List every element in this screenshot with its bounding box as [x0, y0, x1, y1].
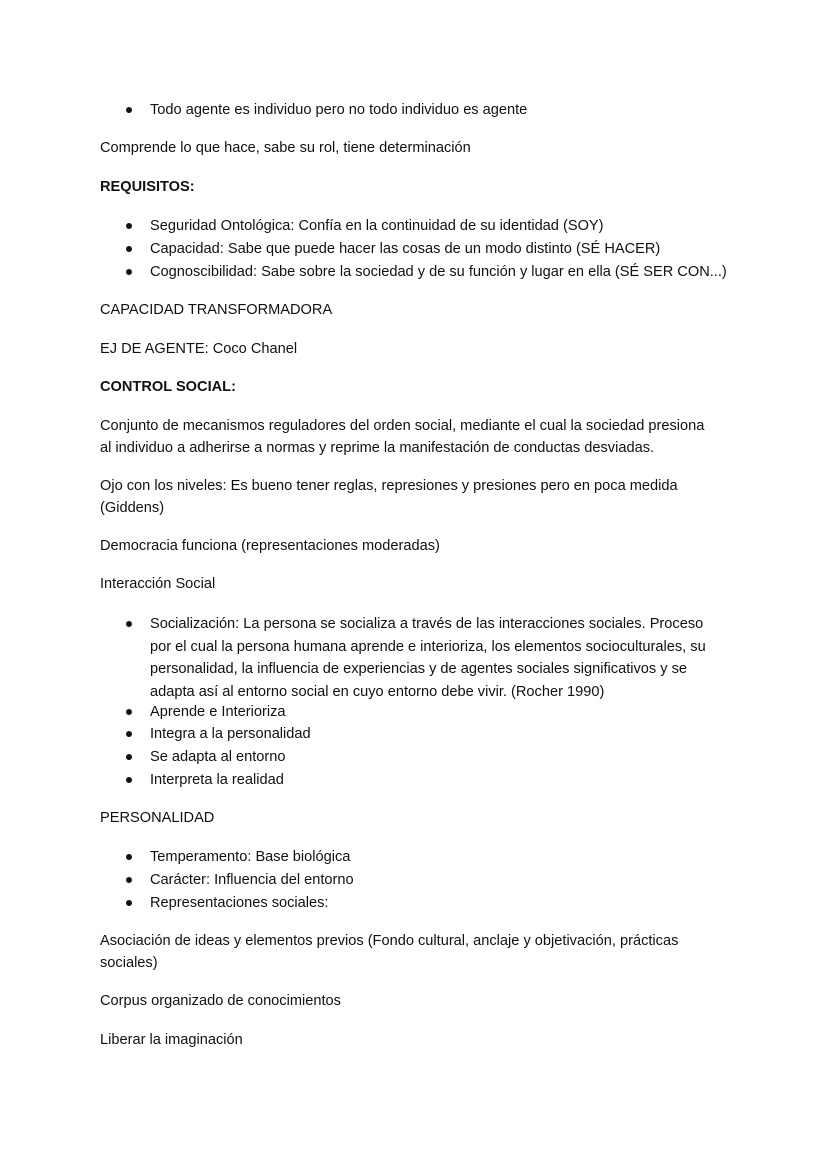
- bullet-item: [150, 613, 706, 703]
- paragraph: Comprende lo que hace, sabe su rol, tiene determinación: [100, 140, 471, 156]
- bullet-item: Seguridad Ontológica: Confía en la continuidad de su identidad (SOY): [150, 215, 604, 238]
- line: (Giddens): [100, 500, 165, 516]
- paragraph: [100, 415, 704, 459]
- bullet-item: Interpreta la realidad: [150, 769, 284, 792]
- bullet-item: Se adapta al entorno: [150, 746, 286, 769]
- paragraph: Corpus organizado de conocimientos: [100, 993, 341, 1009]
- bullet-item: Aprende e Interioriza: [150, 701, 285, 724]
- paragraph: EJ DE AGENTE: Coco Chanel: [100, 341, 298, 357]
- heading-requisitos: REQUISITOS:: [100, 179, 195, 195]
- bullet-item: Integra a la personalidad: [150, 723, 311, 746]
- line: Ojo con los niveles: Es bueno tener reglas, represiones y presiones pero en poca medida: [100, 478, 678, 494]
- paragraph: Liberar la imaginación: [100, 1032, 243, 1048]
- bullet-item: Cognoscibilidad: Sabe sobre la sociedad y de su función y lugar en ella (SÉ SER CON...): [150, 261, 727, 284]
- line: personalidad, la influencia de experiencias y de agentes sociales significativos y se: [150, 661, 688, 677]
- line: Conjunto de mecanismos reguladores del orden social, mediante el cual la sociedad presiona: [100, 418, 705, 434]
- bullet-item: Carácter: Influencia del entorno: [150, 869, 354, 892]
- paragraph: Democracia funciona (representaciones moderadas): [100, 538, 440, 554]
- line: adapta así al entorno social en cuyo entorno debe vivir. (Rocher 1990): [150, 683, 605, 700]
- bullet-item: Temperamento: Base biológica: [150, 846, 350, 869]
- line: sociales): [100, 955, 158, 971]
- bullet-item: Representaciones sociales:: [150, 892, 328, 915]
- line: Socialización: La persona se socializa a través de las interacciones sociales. Proceso: [150, 616, 704, 632]
- paragraph: [100, 930, 678, 974]
- line: al individuo a adherirse a normas y reprime la manifestación de conductas desviadas.: [100, 440, 655, 456]
- paragraph: CAPACIDAD TRANSFORMADORA: [100, 302, 333, 318]
- bullet-item: Capacidad: Sabe que puede hacer las cosas de un modo distinto (SÉ HACER): [150, 238, 660, 261]
- bullet-item: Todo agente es individuo pero no todo individuo es agente: [150, 99, 527, 122]
- line: Asociación de ideas y elementos previos (Fondo cultural, anclaje y objetivación, prácticas: [100, 933, 679, 949]
- heading-control-social: CONTROL SOCIAL:: [100, 379, 236, 395]
- paragraph: PERSONALIDAD: [100, 810, 215, 826]
- paragraph: Interacción Social: [100, 576, 216, 592]
- paragraph: [100, 475, 678, 519]
- line: por el cual la persona humana aprende e interioriza, los elementos socioculturales, su: [150, 638, 706, 655]
